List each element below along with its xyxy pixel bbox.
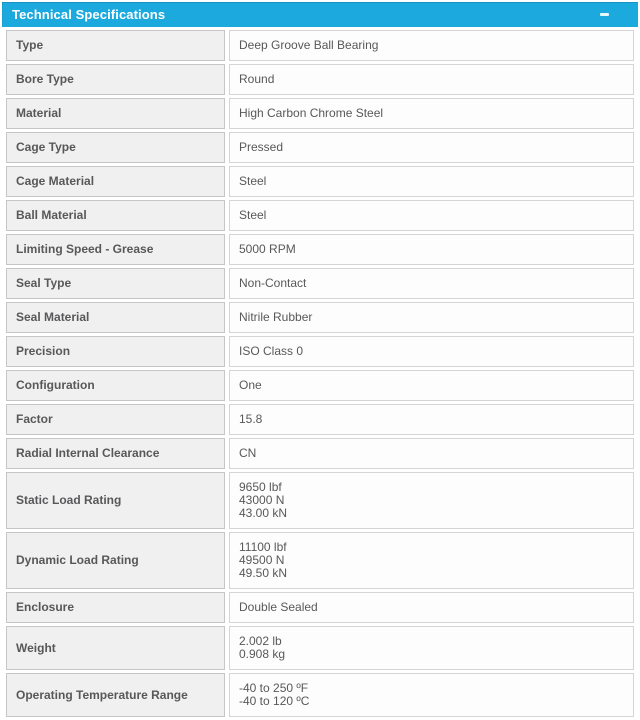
spec-value: [229, 98, 634, 129]
minus-icon: [600, 13, 609, 16]
spec-row: [6, 268, 634, 299]
spec-label: Cage Material: [6, 166, 225, 197]
spec-label: Bore Type: [6, 64, 225, 95]
spec-label: Seal Type: [6, 268, 225, 299]
spec-label: Configuration: [6, 370, 225, 401]
spec-value: [229, 404, 634, 435]
spec-value-line: Steel: [239, 208, 267, 222]
spec-value-line: 11100 lbf: [239, 540, 287, 554]
spec-label: Weight: [6, 626, 225, 670]
spec-label: Material: [6, 98, 225, 129]
spec-label: Limiting Speed - Grease: [6, 234, 225, 265]
specs-table: [2, 27, 638, 720]
technical-specifications-panel: [2, 2, 638, 720]
spec-label: Dynamic Load Rating: [6, 532, 225, 589]
panel-header: [2, 2, 638, 27]
spec-value-line: Steel: [239, 174, 267, 188]
spec-value: [229, 626, 634, 670]
spec-value: [229, 370, 634, 401]
spec-label: Seal Material: [6, 302, 225, 333]
spec-label: Cage Type: [6, 132, 225, 163]
spec-label: Static Load Rating: [6, 472, 225, 529]
spec-value: [229, 336, 634, 367]
spec-value: [229, 592, 634, 623]
spec-label: Ball Material: [6, 200, 225, 231]
spec-value-line: -40 to 120 ºC: [239, 694, 310, 708]
spec-value-line: High Carbon Chrome Steel: [239, 106, 384, 120]
spec-row: [6, 132, 634, 163]
spec-row: [6, 626, 634, 670]
spec-value: [229, 532, 634, 589]
spec-value-line: 43.00 kN: [239, 506, 288, 520]
spec-row: [6, 200, 634, 231]
spec-value-line: Double Sealed: [239, 600, 318, 614]
spec-row: [6, 336, 634, 367]
spec-value: [229, 268, 634, 299]
spec-label: Radial Internal Clearance: [6, 438, 225, 469]
spec-value-line: 2.002 lb: [239, 634, 282, 648]
spec-value: [229, 166, 634, 197]
spec-row: [6, 98, 634, 129]
spec-label: Factor: [6, 404, 225, 435]
spec-row: [6, 404, 634, 435]
spec-label: Operating Temperature Range: [6, 673, 225, 717]
spec-value-line: 49.50 kN: [239, 566, 288, 580]
spec-value-line: 49500 N: [239, 553, 285, 567]
spec-value: [229, 64, 634, 95]
spec-label: Precision: [6, 336, 225, 367]
spec-value-line: ISO Class 0: [239, 344, 304, 358]
spec-value-line: -40 to 250 ºF: [239, 681, 309, 695]
spec-value-line: 5000 RPM: [239, 242, 296, 256]
spec-value: [229, 200, 634, 231]
spec-row: [6, 302, 634, 333]
spec-value-line: Deep Groove Ball Bearing: [239, 38, 379, 52]
spec-row: [6, 438, 634, 469]
spec-value: [229, 302, 634, 333]
spec-value: [229, 132, 634, 163]
spec-row: [6, 673, 634, 717]
spec-value: [229, 472, 634, 529]
spec-row: [6, 532, 634, 589]
spec-value: [229, 30, 634, 61]
spec-value-line: 43000 N: [239, 493, 285, 507]
panel-title: Technical Specifications: [12, 7, 166, 22]
spec-row: [6, 234, 634, 265]
spec-label: Type: [6, 30, 225, 61]
spec-label: Enclosure: [6, 592, 225, 623]
spec-row: [6, 64, 634, 95]
spec-value: [229, 438, 634, 469]
specs-table-body: [6, 30, 634, 717]
spec-value-line: CN: [239, 446, 257, 460]
spec-row: [6, 592, 634, 623]
collapse-button[interactable]: [596, 2, 612, 27]
spec-value: [229, 673, 634, 717]
spec-value-line: 0.908 kg: [239, 647, 286, 661]
spec-value: [229, 234, 634, 265]
spec-value-line: Pressed: [239, 140, 284, 154]
spec-value-line: 15.8: [239, 412, 263, 426]
spec-value-line: Nitrile Rubber: [239, 310, 313, 324]
spec-value-line: Round: [239, 72, 275, 86]
spec-row: [6, 370, 634, 401]
spec-row: [6, 30, 634, 61]
spec-row: [6, 472, 634, 529]
spec-value-line: One: [239, 378, 262, 392]
spec-value-line: Non-Contact: [239, 276, 307, 290]
spec-row: [6, 166, 634, 197]
spec-value-line: 9650 lbf: [239, 480, 282, 494]
